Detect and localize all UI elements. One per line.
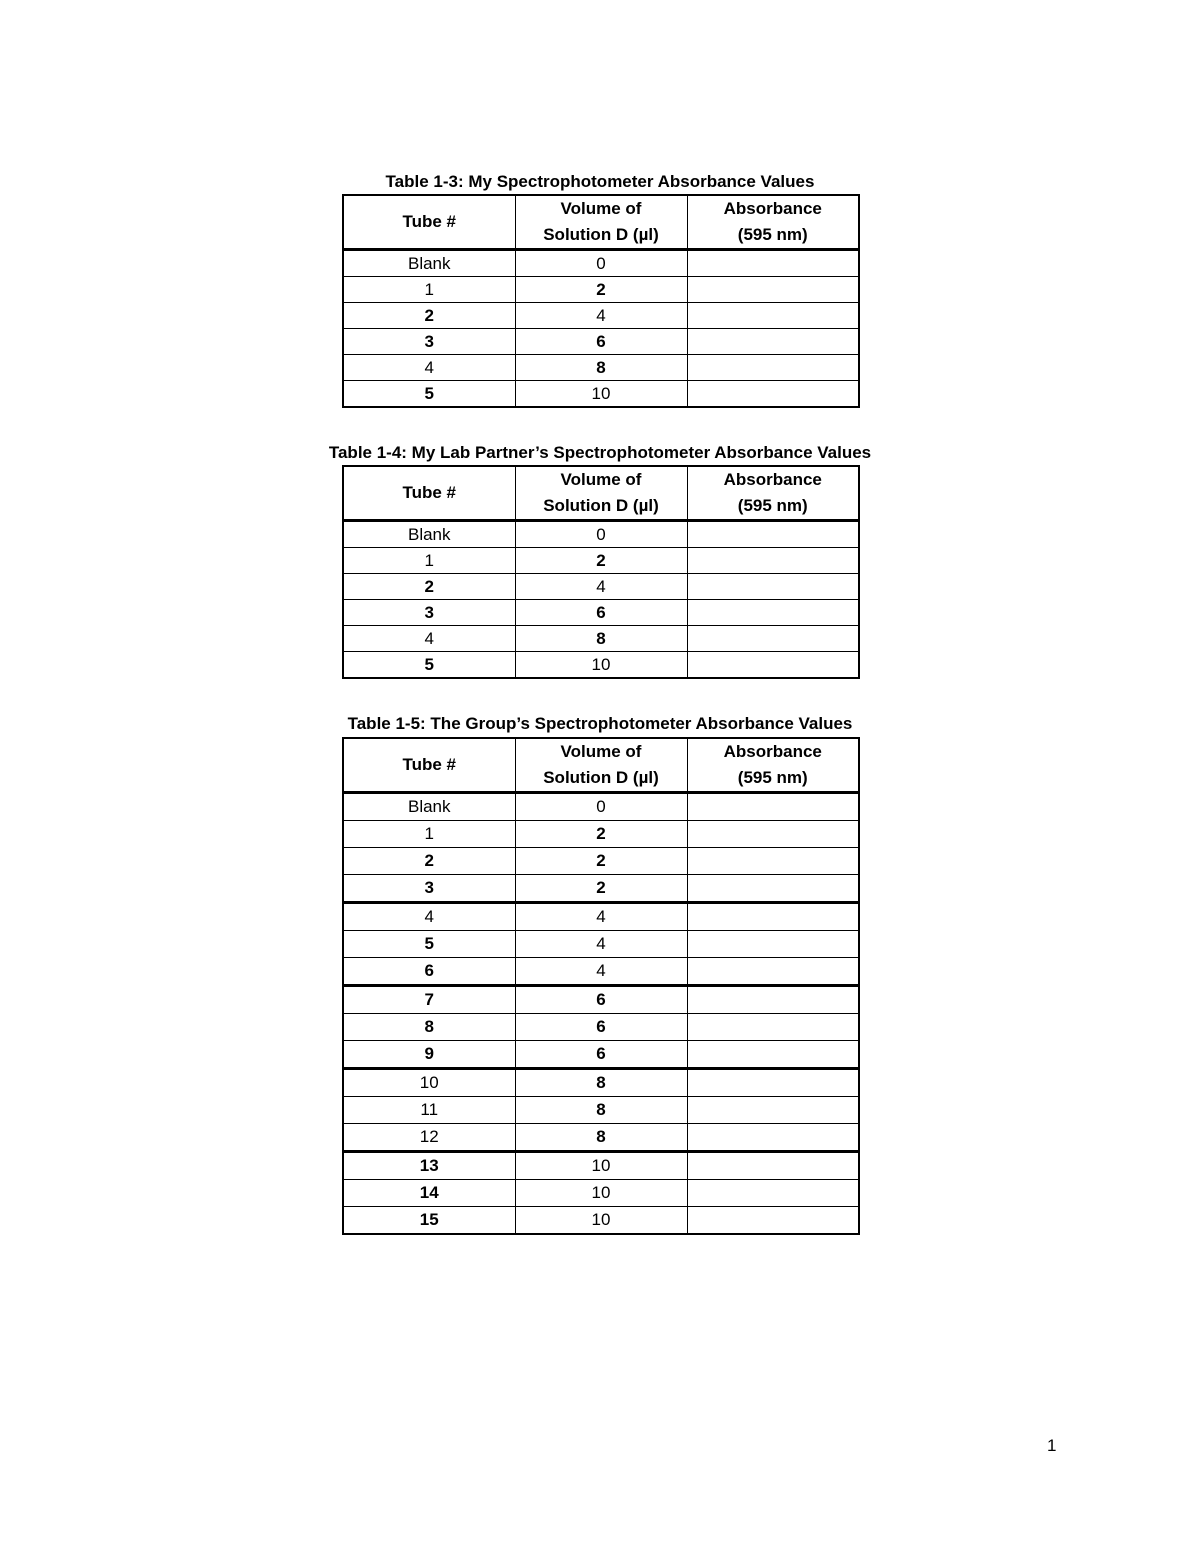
volume-header-line1: Volume of [560,470,642,489]
header-row [343,466,859,521]
table-row [343,1069,859,1097]
table-row [343,652,859,679]
table-row [343,574,859,600]
volume-cell: 4 [515,931,687,958]
volume-cell: 0 [515,793,687,821]
tube-cell: 5 [343,381,515,408]
absorbance-cell[interactable] [687,652,859,679]
absorbance-cell[interactable] [687,821,859,848]
absorbance-cell[interactable] [687,1097,859,1124]
volume-header-line2: Solution D (µl) [543,496,659,515]
table-row [343,1180,859,1207]
volume-cell: 2 [515,548,687,574]
table-row [343,1014,859,1041]
table-row [343,277,859,303]
tube-header-label: Tube # [402,212,457,231]
volume-cell: 10 [515,381,687,408]
volume-cell: 2 [515,875,687,903]
absorbance-cell[interactable] [687,958,859,986]
tube-header [343,195,515,250]
absorbance-cell[interactable] [687,329,859,355]
volume-cell: 8 [515,626,687,652]
absorbance-cell[interactable] [687,793,859,821]
volume-cell: 8 [515,1069,687,1097]
table-row [343,548,859,574]
table-row [343,821,859,848]
absorbance-cell[interactable] [687,1152,859,1180]
volume-cell: 4 [515,903,687,931]
table-row [343,958,859,986]
volume-header [515,195,687,250]
page-number: 1 [1047,1436,1057,1455]
table-row [343,303,859,329]
absorbance-cell[interactable] [687,931,859,958]
table-row [343,355,859,381]
absorbance-cell[interactable] [687,1041,859,1069]
tube-cell: 10 [343,1069,515,1097]
tube-cell: 8 [343,1014,515,1041]
absorbance-cell[interactable] [687,277,859,303]
tube-header [343,466,515,521]
absorbance-header-line2: (595 nm) [737,768,808,787]
absorbance-cell[interactable] [687,626,859,652]
volume-cell: 0 [515,250,687,277]
volume-cell: 2 [515,821,687,848]
table-row [343,381,859,408]
table-row [343,1152,859,1180]
volume-cell: 4 [515,303,687,329]
tube-cell: 13 [343,1152,515,1180]
absorbance-cell[interactable] [687,875,859,903]
absorbance-header [687,466,859,521]
tube-cell: 2 [343,574,515,600]
tube-cell: 9 [343,1041,515,1069]
absorbance-header-line1: Absorbance [723,742,822,761]
tube-cell: 1 [343,548,515,574]
tube-header-label: Tube # [402,483,457,502]
volume-cell: 8 [515,355,687,381]
table-row [343,1207,859,1235]
absorbance-cell[interactable] [687,355,859,381]
tube-cell: 2 [343,303,515,329]
absorbance-cell[interactable] [687,848,859,875]
absorbance-cell[interactable] [687,521,859,548]
absorbance-cell[interactable] [687,903,859,931]
table-row [343,1097,859,1124]
table-row [343,1041,859,1069]
tube-cell: 4 [343,903,515,931]
volume-cell: 8 [515,1124,687,1152]
table-row [343,626,859,652]
absorbance-cell[interactable] [687,250,859,277]
absorbance-header [687,738,859,793]
volume-cell: 6 [515,329,687,355]
tube-cell: 6 [343,958,515,986]
table-row [343,931,859,958]
volume-cell: 2 [515,848,687,875]
table-1-4-caption: Table 1-4: My Lab Partner’s Spectrophotometer Absorbance Values [328,443,872,462]
absorbance-header-line2: (595 nm) [737,496,808,515]
table-row [343,903,859,931]
absorbance-cell[interactable] [687,986,859,1014]
absorbance-header [687,195,859,250]
tube-cell: 1 [343,821,515,848]
table-row [343,250,859,277]
tube-cell: Blank [343,250,515,277]
tube-cell: 3 [343,329,515,355]
table-row [343,1124,859,1152]
absorbance-cell[interactable] [687,1124,859,1152]
tube-cell: 4 [343,355,515,381]
absorbance-cell[interactable] [687,574,859,600]
volume-cell: 6 [515,600,687,626]
table-row [343,521,859,548]
volume-cell: 6 [515,1014,687,1041]
tube-cell: Blank [343,521,515,548]
table-row [343,986,859,1014]
tube-cell: 7 [343,986,515,1014]
absorbance-cell[interactable] [687,548,859,574]
table-row [343,600,859,626]
tube-cell: 14 [343,1180,515,1207]
volume-header-line2: Solution D (µl) [543,225,659,244]
volume-cell: 10 [515,1152,687,1180]
table-1-3 [342,194,860,408]
absorbance-header-line2: (595 nm) [737,225,808,244]
tube-cell: 1 [343,277,515,303]
absorbance-cell[interactable] [687,1069,859,1097]
absorbance-cell[interactable] [687,303,859,329]
tube-cell: 3 [343,875,515,903]
volume-header-line2: Solution D (µl) [543,768,659,787]
absorbance-cell[interactable] [687,1014,859,1041]
absorbance-header-line1: Absorbance [723,199,822,218]
tube-header [343,738,515,793]
table-row [343,848,859,875]
volume-header-line1: Volume of [560,742,642,761]
absorbance-cell[interactable] [687,1180,859,1207]
tube-cell: 3 [343,600,515,626]
absorbance-cell[interactable] [687,381,859,408]
volume-cell: 10 [515,1207,687,1235]
volume-cell: 10 [515,652,687,679]
tube-cell: 5 [343,931,515,958]
tube-cell: 11 [343,1097,515,1124]
absorbance-header-line1: Absorbance [723,470,822,489]
tube-cell: 2 [343,848,515,875]
tube-cell: 5 [343,652,515,679]
header-row [343,195,859,250]
table-1-5 [342,737,860,1235]
table-row [343,329,859,355]
volume-cell: 6 [515,986,687,1014]
volume-cell: 10 [515,1180,687,1207]
volume-cell: 2 [515,277,687,303]
tube-header-label: Tube # [402,755,457,774]
volume-cell: 4 [515,958,687,986]
table-row [343,875,859,903]
volume-cell: 6 [515,1041,687,1069]
absorbance-cell[interactable] [687,1207,859,1235]
tube-cell: Blank [343,793,515,821]
volume-cell: 0 [515,521,687,548]
absorbance-cell[interactable] [687,600,859,626]
volume-header-line1: Volume of [560,199,642,218]
table-1-4 [342,465,860,679]
tube-cell: 12 [343,1124,515,1152]
tube-cell: 15 [343,1207,515,1235]
volume-header [515,738,687,793]
header-row [343,738,859,793]
volume-header [515,466,687,521]
table-1-5-caption: Table 1-5: The Group’s Spectrophotometer Absorbance Values [347,714,853,733]
volume-cell: 8 [515,1097,687,1124]
volume-cell: 4 [515,574,687,600]
table-1-3-caption: Table 1-3: My Spectrophotometer Absorbance Values [385,172,815,191]
table-row [343,793,859,821]
tube-cell: 4 [343,626,515,652]
